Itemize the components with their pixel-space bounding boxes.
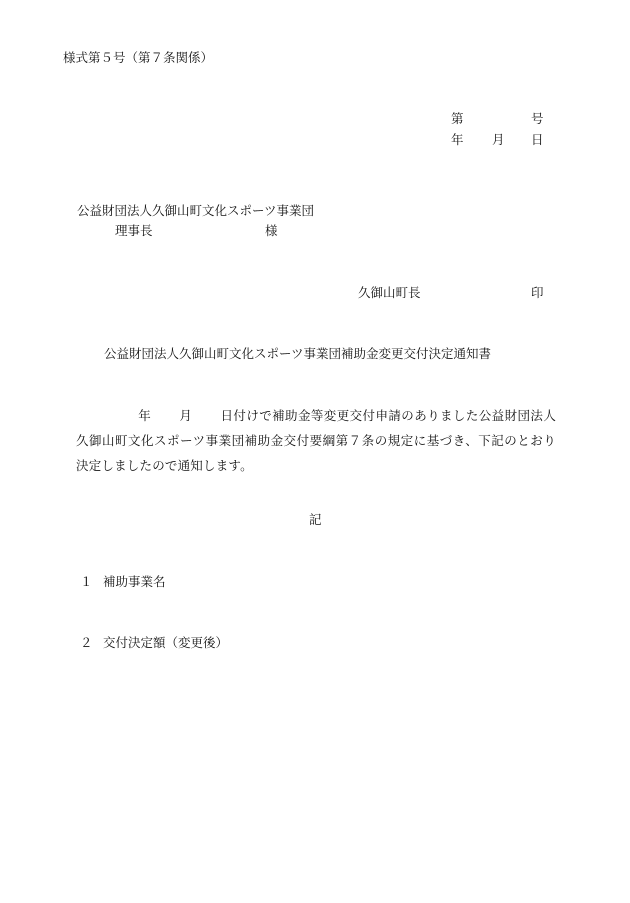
body-paragraph: [76, 403, 556, 478]
item-2-label: 交付決定額（変更後）: [103, 635, 229, 650]
item-1-number: １: [80, 574, 93, 589]
body-year: 年: [138, 408, 152, 423]
body-month: 月: [179, 408, 193, 423]
item-2-number: ２: [80, 635, 93, 650]
item-1-label: 補助事業名: [103, 574, 166, 589]
doc-number-dai: 第: [451, 111, 464, 126]
doc-date-year: 年: [451, 132, 464, 147]
ki-heading: 記: [309, 512, 322, 527]
doc-date-month: 月: [492, 132, 505, 147]
sender-seal: 印: [531, 285, 544, 300]
addressee-organization: 公益財団法人久御山町文化スポーツ事業団: [77, 203, 315, 218]
doc-title: 公益財団法人久御山町文化スポーツ事業団補助金変更交付決定通知書: [104, 346, 492, 361]
addressee-honorific: 様: [265, 223, 278, 238]
sender-title: 久御山町長: [358, 285, 421, 300]
body-text: 日付けで補助金等変更交付申請のありました公益財団法人久御山町文化スポーツ事業団補助金交付要綱第７条の規定に基づき、下記のとおり決定しましたので通知します。: [76, 408, 557, 473]
doc-number-go: 号: [531, 111, 544, 126]
addressee-title: 理事長: [115, 223, 153, 238]
form-label: 様式第５号（第７条関係）: [63, 50, 214, 65]
doc-date-day: 日: [531, 132, 544, 147]
